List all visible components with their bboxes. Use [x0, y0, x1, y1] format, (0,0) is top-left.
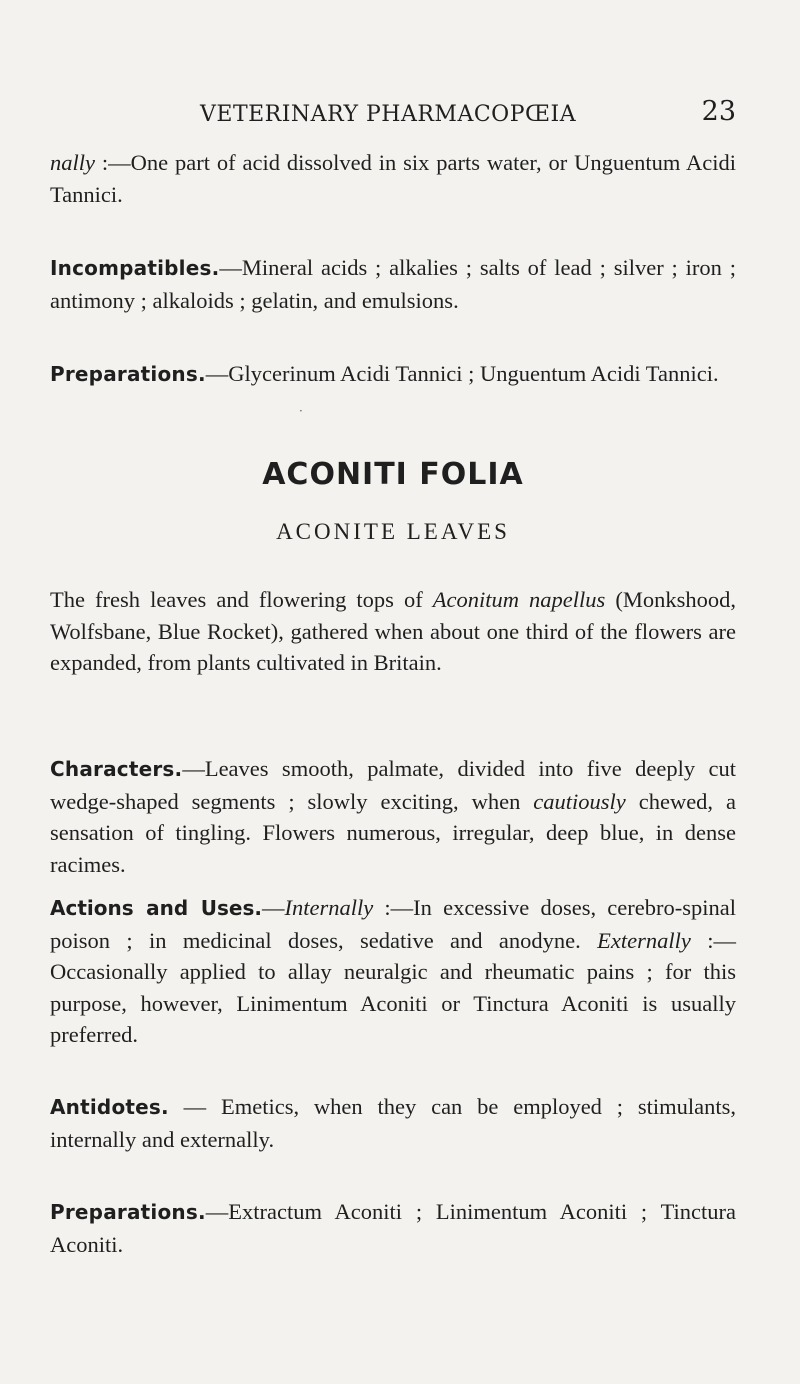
paragraph-text: chewed, a sensation of tingling. Flowers numerous, irregular, deep blue, in dense racimes. [50, 788, 736, 877]
italic-word: cautiously [533, 788, 626, 814]
intro-paragraph-1 [50, 147, 736, 210]
paragraph-text: —Mineral acids ; alkalies ; salts of lead ; silver ; iron ; antimony ; alkaloids ; gelatin, and emulsions. [50, 255, 736, 313]
actions-paragraph [50, 892, 736, 1051]
description-paragraph [50, 584, 736, 679]
paragraph-text: The fresh leaves and flowering tops of [50, 587, 433, 612]
paragraph-heading: Preparations. [50, 1200, 206, 1224]
running-title: VETERINARY PHARMACOPŒIA [200, 102, 577, 127]
section-subtitle: ACONITE LEAVES [276, 519, 510, 544]
page-header [50, 92, 736, 132]
incompatibles-paragraph [50, 252, 736, 316]
section-title: ACONITI FOLIA [262, 457, 524, 492]
italic-word: Externally [597, 927, 691, 953]
italic-word: nally [50, 150, 95, 175]
paragraph-heading: Characters. [50, 757, 183, 781]
paragraph-text: —Glycerinum Acidi Tannici ; Unguentum Acidi Tannici. [205, 361, 719, 386]
paragraph-text: :—Occasionally applied to allay neuralgic and rheumatic pains ; for this purpose, however, Linimentum Aconiti or Tinctura Aconiti is usually preferred. [50, 927, 736, 1047]
italic-word: Internally [284, 895, 374, 920]
paragraph-text: —Leaves smooth, palmate, divided into five deeply cut wedge-shaped segments ; slowly exciting, when [50, 756, 736, 814]
paragraph-text: :—In excessive doses, cerebro-spinal poison ; in medicinal doses, sedative and anodyne. [50, 895, 736, 953]
paragraph-text: :—One part of acid dissolved in six parts water, or Unguentum Acidi Tannici. [50, 150, 736, 207]
paragraph-text: — Emetics, when they can be employed ; stimulants, internally and externally. [50, 1094, 736, 1152]
paragraph-heading: Antidotes. [50, 1095, 169, 1119]
page-number: 23 [701, 96, 736, 127]
characters-paragraph [50, 753, 736, 880]
paragraph-text: —Extractum Aconiti ; Linimentum Aconiti ; Tinctura Aconiti. [50, 1199, 736, 1257]
paragraph-heading: Incompatibles. [50, 256, 220, 280]
antidotes-paragraph [50, 1091, 736, 1155]
paragraph-heading: Preparations. [50, 362, 206, 386]
preparations-paragraph-2 [50, 1196, 736, 1260]
paragraph-heading: Actions and Uses. [50, 896, 262, 920]
preparations-paragraph-1 [50, 358, 736, 391]
paragraph-text: — [261, 895, 285, 920]
italic-name: Aconitum napellus [432, 587, 606, 612]
print-speck: · [299, 404, 303, 418]
paragraph-text: (Monkshood, Wolfsbane, Blue Rocket), gathered when about one third of the flowers are expanded, from plants cultivated in Britain. [50, 587, 736, 675]
